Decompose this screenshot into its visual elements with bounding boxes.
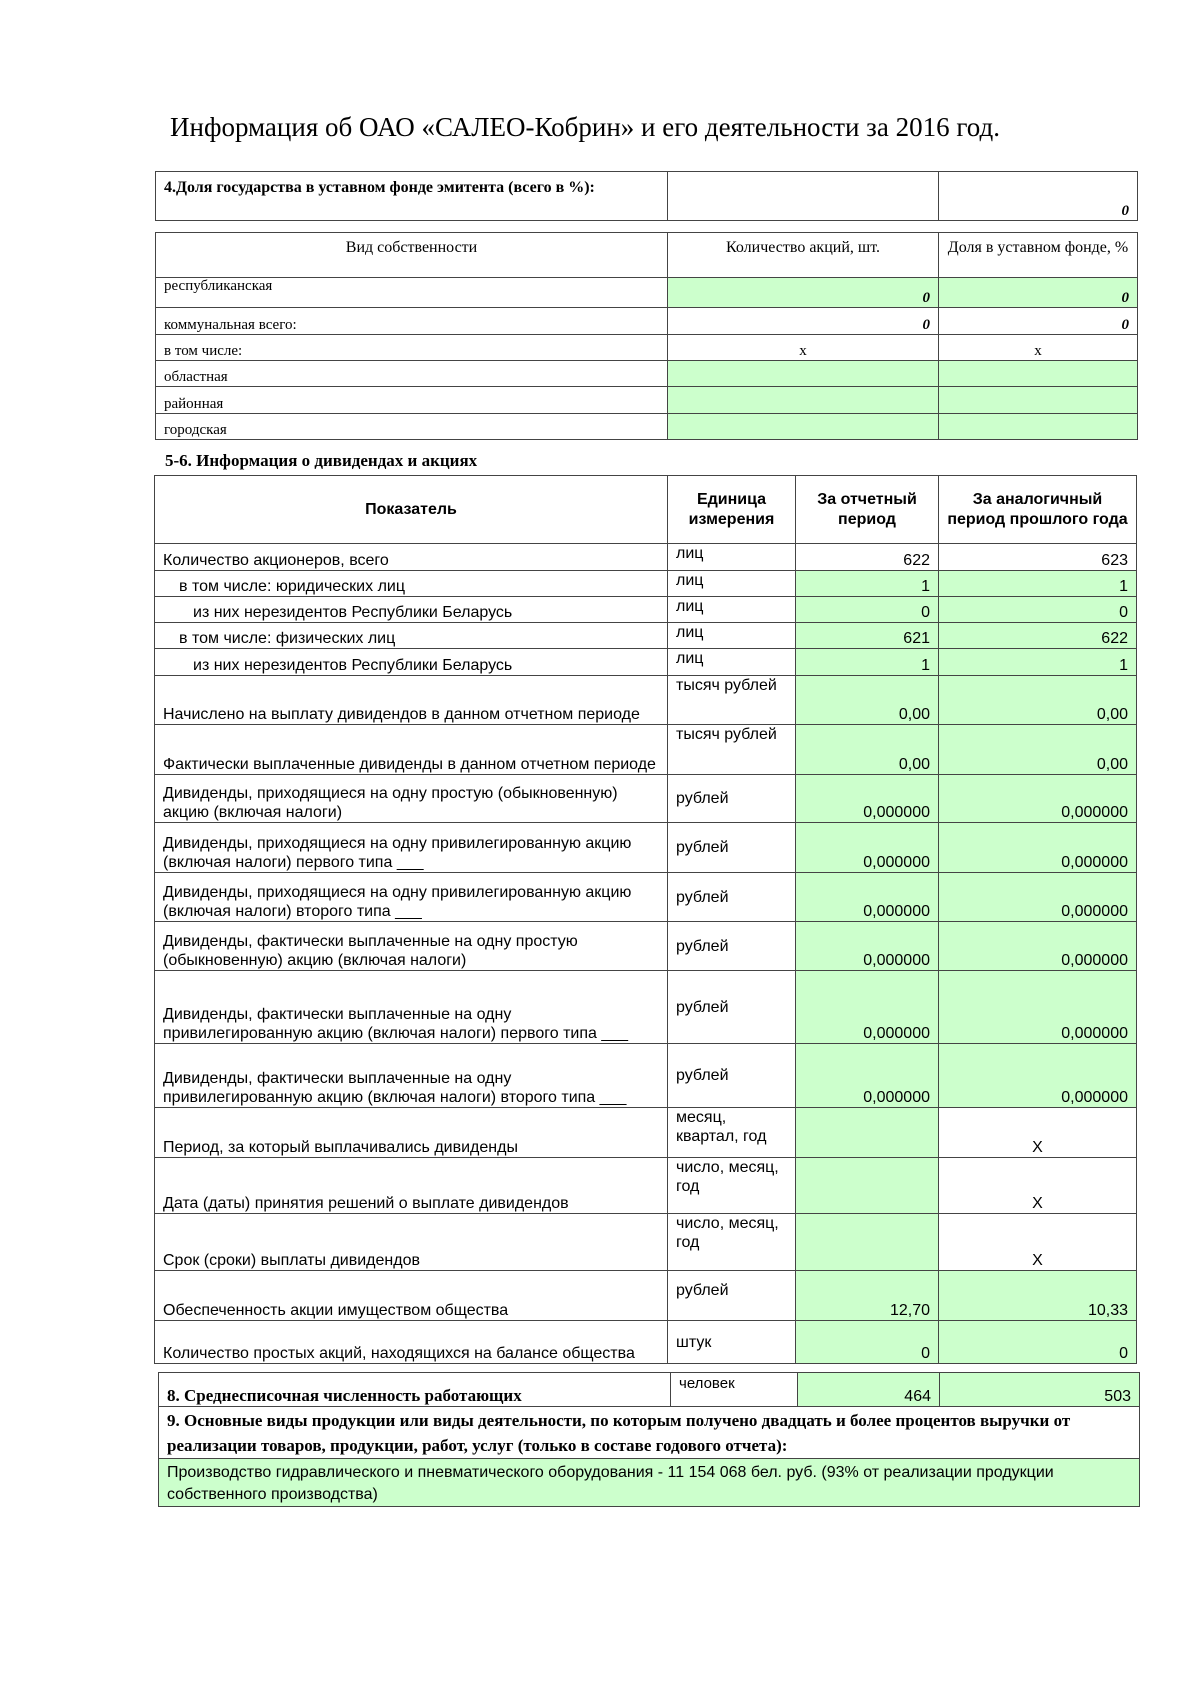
state-share-middle-cell[interactable] xyxy=(668,172,939,221)
ownership-percent[interactable] xyxy=(939,361,1138,387)
row-unit: рублей xyxy=(668,1044,796,1108)
table-row xyxy=(155,1158,1137,1214)
row-unit: рублей xyxy=(668,775,796,823)
row-unit: рублей xyxy=(668,873,796,922)
table-row xyxy=(155,1321,1137,1364)
row-current[interactable]: 0,00 xyxy=(796,725,939,775)
row-unit: тысяч рублей xyxy=(668,725,796,775)
header-unit: Единица измерения xyxy=(668,476,796,544)
state-share-table xyxy=(155,171,1138,221)
row-label: Срок (сроки) выплаты дивидендов xyxy=(155,1214,668,1271)
ownership-percent: х xyxy=(939,335,1138,361)
dividends-header-row xyxy=(155,476,1137,544)
row-label: Количество акционеров, всего xyxy=(155,544,668,571)
row-unit: лиц xyxy=(668,623,796,649)
row-unit: рублей xyxy=(668,1271,796,1321)
row-previous[interactable]: 0,00 xyxy=(939,725,1137,775)
table-row xyxy=(155,971,1137,1044)
section9-content[interactable]: Производство гидравлического и пневматического оборудования - 11 154 068 бел. руб. (93% от реализации продукции собственного производства) xyxy=(159,1459,1140,1507)
row-current[interactable]: 0,000000 xyxy=(796,922,939,971)
ownership-label: коммунальная всего: xyxy=(156,308,668,335)
row-label: Дивиденды, фактически выплаченные на одну привилегированную акцию (включая налоги) второго типа ___ xyxy=(155,1044,668,1108)
table-row xyxy=(155,623,1137,649)
row-current[interactable]: 1 xyxy=(796,571,939,597)
row-unit: лиц xyxy=(668,544,796,571)
ownership-row-district xyxy=(156,387,1138,414)
row-current: 622 xyxy=(796,544,939,571)
ownership-shares[interactable]: 0 xyxy=(668,278,939,308)
section8-unit: человек xyxy=(671,1373,798,1407)
ownership-percent[interactable]: 0 xyxy=(939,278,1138,308)
ownership-row-communal xyxy=(156,308,1138,335)
row-current[interactable]: 0 xyxy=(796,597,939,623)
row-label: Дивиденды, фактически выплаченные на одну простую (обыкновенную) акцию (включая налоги) xyxy=(155,922,668,971)
row-label: Дивиденды, приходящиеся на одну привилегированную акцию (включая налоги) первого типа ___ xyxy=(155,823,668,873)
table-row xyxy=(155,775,1137,823)
row-label: Дата (даты) принятия решений о выплате дивидендов xyxy=(155,1158,668,1214)
row-previous: Х xyxy=(939,1108,1137,1158)
row-previous[interactable]: 0,000000 xyxy=(939,1044,1137,1108)
row-unit: рублей xyxy=(668,922,796,971)
header-share-percent: Доля в уставном фонде, % xyxy=(939,233,1138,278)
header-previous-period: За аналогичный период прошлого года xyxy=(939,476,1137,544)
table-row xyxy=(155,1044,1137,1108)
state-share-row xyxy=(156,172,1138,221)
row-label: из них нерезидентов Республики Беларусь xyxy=(155,649,668,676)
section8-row xyxy=(159,1373,1140,1407)
row-previous[interactable]: 0,00 xyxy=(939,676,1137,725)
section8-label: 8. Среднесписочная численность работающих xyxy=(159,1373,671,1407)
table-row xyxy=(155,922,1137,971)
row-previous: Х xyxy=(939,1158,1137,1214)
ownership-row-republican xyxy=(156,278,1138,308)
row-previous[interactable]: 0 xyxy=(939,1321,1137,1364)
row-current[interactable]: 0,000000 xyxy=(796,1044,939,1108)
ownership-label: республиканская xyxy=(156,278,668,308)
row-previous[interactable]: 0 xyxy=(939,597,1137,623)
dividends-table xyxy=(154,475,1137,1364)
row-current[interactable]: 621 xyxy=(796,623,939,649)
ownership-row-including xyxy=(156,335,1138,361)
row-label: Количество простых акций, находящихся на балансе общества xyxy=(155,1321,668,1364)
row-current[interactable]: 0,000000 xyxy=(796,775,939,823)
table-row xyxy=(155,676,1137,725)
ownership-label: в том числе: xyxy=(156,335,668,361)
row-current[interactable]: 0,000000 xyxy=(796,873,939,922)
row-unit: рублей xyxy=(668,971,796,1044)
header-ownership-type: Вид собственности xyxy=(156,233,668,278)
row-previous[interactable]: 0,000000 xyxy=(939,775,1137,823)
row-label: Начислено на выплату дивидендов в данном отчетном периоде xyxy=(155,676,668,725)
row-current[interactable] xyxy=(796,1158,939,1214)
table-row xyxy=(155,544,1137,571)
table-row xyxy=(155,597,1137,623)
header-indicator: Показатель xyxy=(155,476,668,544)
section9-content-row xyxy=(159,1459,1140,1507)
row-label: Дивиденды, фактически выплаченные на одну привилегированную акцию (включая налоги) первого типа ___ xyxy=(155,971,668,1044)
row-unit: тысяч рублей xyxy=(668,676,796,725)
row-current[interactable]: 0 xyxy=(796,1321,939,1364)
ownership-row-city xyxy=(156,414,1138,440)
table-row xyxy=(155,1271,1137,1321)
row-current[interactable]: 1 xyxy=(796,649,939,676)
row-current[interactable] xyxy=(796,1214,939,1271)
row-label: из них нерезидентов Республики Беларусь xyxy=(155,597,668,623)
row-unit: рублей xyxy=(668,823,796,873)
row-current[interactable]: 12,70 xyxy=(796,1271,939,1321)
section9-label: 9. Основные виды продукции или виды деятельности, по которым получено двадцать и более процентов выручки от реализации товаров, продукции, работ, услуг (только в составе годового отчета): xyxy=(159,1407,1140,1459)
ownership-shares[interactable] xyxy=(668,387,939,414)
ownership-label: районная xyxy=(156,387,668,414)
row-label: Период, за который выплачивались дивиденды xyxy=(155,1108,668,1158)
row-label: Дивиденды, приходящиеся на одну привилегированную акцию (включая налоги) второго типа ___ xyxy=(155,873,668,922)
row-previous[interactable]: 10,33 xyxy=(939,1271,1137,1321)
ownership-header-row xyxy=(156,233,1138,278)
row-unit: лиц xyxy=(668,649,796,676)
ownership-shares[interactable] xyxy=(668,361,939,387)
ownership-label: городская xyxy=(156,414,668,440)
row-unit: число, месяц, год xyxy=(668,1214,796,1271)
row-previous[interactable]: 622 xyxy=(939,623,1137,649)
row-previous[interactable]: 1 xyxy=(939,571,1137,597)
ownership-percent[interactable] xyxy=(939,414,1138,440)
row-previous[interactable]: 0,000000 xyxy=(939,873,1137,922)
section8-current[interactable]: 464 xyxy=(798,1373,940,1407)
row-label: Дивиденды, приходящиеся на одну простую (обыкновенную) акцию (включая налоги) xyxy=(155,775,668,823)
row-previous[interactable]: 0,000000 xyxy=(939,922,1137,971)
ownership-table xyxy=(155,232,1138,440)
header-current-period: За отчетный период xyxy=(796,476,939,544)
table-row xyxy=(155,571,1137,597)
section8-previous[interactable]: 503 xyxy=(940,1373,1140,1407)
table-row xyxy=(155,725,1137,775)
ownership-label: областная xyxy=(156,361,668,387)
row-current[interactable]: 0,000000 xyxy=(796,971,939,1044)
row-previous: 623 xyxy=(939,544,1137,571)
row-current[interactable]: 0,00 xyxy=(796,676,939,725)
ownership-percent[interactable] xyxy=(939,387,1138,414)
ownership-row-regional xyxy=(156,361,1138,387)
row-previous[interactable]: 0,000000 xyxy=(939,971,1137,1044)
row-unit: лиц xyxy=(668,571,796,597)
row-label: Фактически выплаченные дивиденды в данном отчетном периоде xyxy=(155,725,668,775)
table-row xyxy=(155,1214,1137,1271)
row-unit: месяц, квартал, год xyxy=(668,1108,796,1158)
state-share-value[interactable]: 0 xyxy=(939,172,1138,221)
row-label: Обеспеченность акции имуществом общества xyxy=(155,1271,668,1321)
row-previous[interactable]: 0,000000 xyxy=(939,823,1137,873)
ownership-percent: 0 xyxy=(939,308,1138,335)
ownership-shares: х xyxy=(668,335,939,361)
ownership-shares[interactable] xyxy=(668,414,939,440)
header-share-count: Количество акций, шт. xyxy=(668,233,939,278)
row-label: в том числе: физических лиц xyxy=(155,623,668,649)
section-dividends-title: 5-6. Информация о дивидендах и акциях xyxy=(165,451,478,470)
state-share-label: 4.Доля государства в уставном фонде эмитента (всего в %): xyxy=(156,172,668,221)
row-unit: число, месяц, год xyxy=(668,1158,796,1214)
employees-activities-table xyxy=(158,1372,1140,1507)
table-row xyxy=(155,649,1137,676)
section9-heading-row xyxy=(159,1407,1140,1459)
row-current[interactable]: 0,000000 xyxy=(796,823,939,873)
page-title: Информация об ОАО «САЛЕО-Кобрин» и его деятельности за 2016 год. xyxy=(170,112,1000,142)
table-row xyxy=(155,1108,1137,1158)
row-unit: штук xyxy=(668,1321,796,1364)
ownership-shares: 0 xyxy=(668,308,939,335)
row-current[interactable] xyxy=(796,1108,939,1158)
table-row xyxy=(155,823,1137,873)
row-unit: лиц xyxy=(668,597,796,623)
row-previous[interactable]: 1 xyxy=(939,649,1137,676)
row-label: в том числе: юридических лиц xyxy=(155,571,668,597)
table-row xyxy=(155,873,1137,922)
row-previous: Х xyxy=(939,1214,1137,1271)
